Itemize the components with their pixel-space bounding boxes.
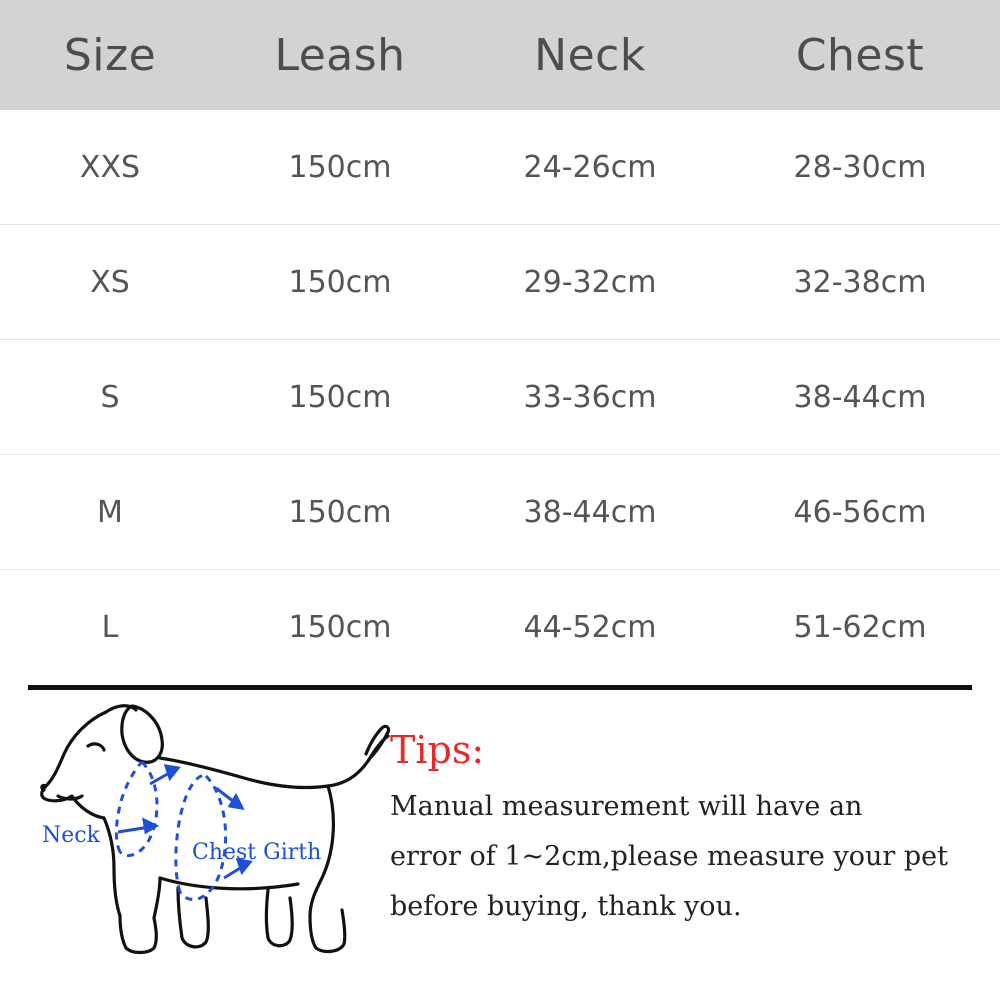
column-header-neck: Neck <box>460 0 720 110</box>
cell-leash: 150cm <box>220 340 460 455</box>
section-divider <box>28 685 972 690</box>
table-header <box>0 0 1000 110</box>
table-row <box>0 340 1000 455</box>
table-row <box>0 570 1000 685</box>
table-header-row <box>0 0 1000 110</box>
tips-body <box>390 782 950 932</box>
column-header-size: Size <box>0 0 220 110</box>
cell-size: L <box>101 609 119 645</box>
cell-size: M <box>0 455 220 570</box>
column-header-leash: Leash <box>220 0 460 110</box>
neck-measure-line <box>116 762 157 856</box>
cell-chest: 38-44cm <box>720 340 1000 455</box>
table-row <box>0 225 1000 340</box>
tips-line-2: error of 1~2cm,please measure your pet <box>390 840 948 872</box>
label-neck: Neck <box>42 823 100 848</box>
cell-neck: 29-32cm <box>460 225 720 340</box>
measurement-diagram <box>0 692 390 1000</box>
neck-arrow-icon <box>118 766 178 832</box>
cell-neck: 38-44cm <box>460 455 720 570</box>
cell-chest: 46-56cm <box>720 455 1000 570</box>
table-body <box>0 110 1000 684</box>
cell-leash: 150cm <box>220 110 460 225</box>
cell-neck: 44-52cm <box>523 609 657 645</box>
cell-neck: 24-26cm <box>460 110 720 225</box>
cell-chest: 51-62cm <box>793 609 927 645</box>
cell-leash: 150cm <box>220 455 460 570</box>
tips-line-3: before buying, thank you. <box>390 890 742 922</box>
table-row <box>0 110 1000 225</box>
cell-chest: 28-30cm <box>720 110 1000 225</box>
bottom-section <box>0 692 1000 1000</box>
cell-leash: 150cm <box>220 225 460 340</box>
chest-measure-line <box>176 776 226 900</box>
label-chest-girth: Chest Girth <box>192 840 322 865</box>
cell-size: XS <box>0 225 220 340</box>
cell-size: S <box>0 340 220 455</box>
cell-size: XXS <box>0 110 220 225</box>
cell-neck: 33-36cm <box>460 340 720 455</box>
column-header-chest: Chest <box>720 0 1000 110</box>
cell-leash: 150cm <box>288 609 392 645</box>
tips-line-1: Manual measurement will have an <box>390 790 863 822</box>
cell-chest: 32-38cm <box>720 225 1000 340</box>
tips-panel <box>390 692 1000 1000</box>
table-row <box>0 455 1000 570</box>
tips-title: Tips: <box>390 728 485 772</box>
